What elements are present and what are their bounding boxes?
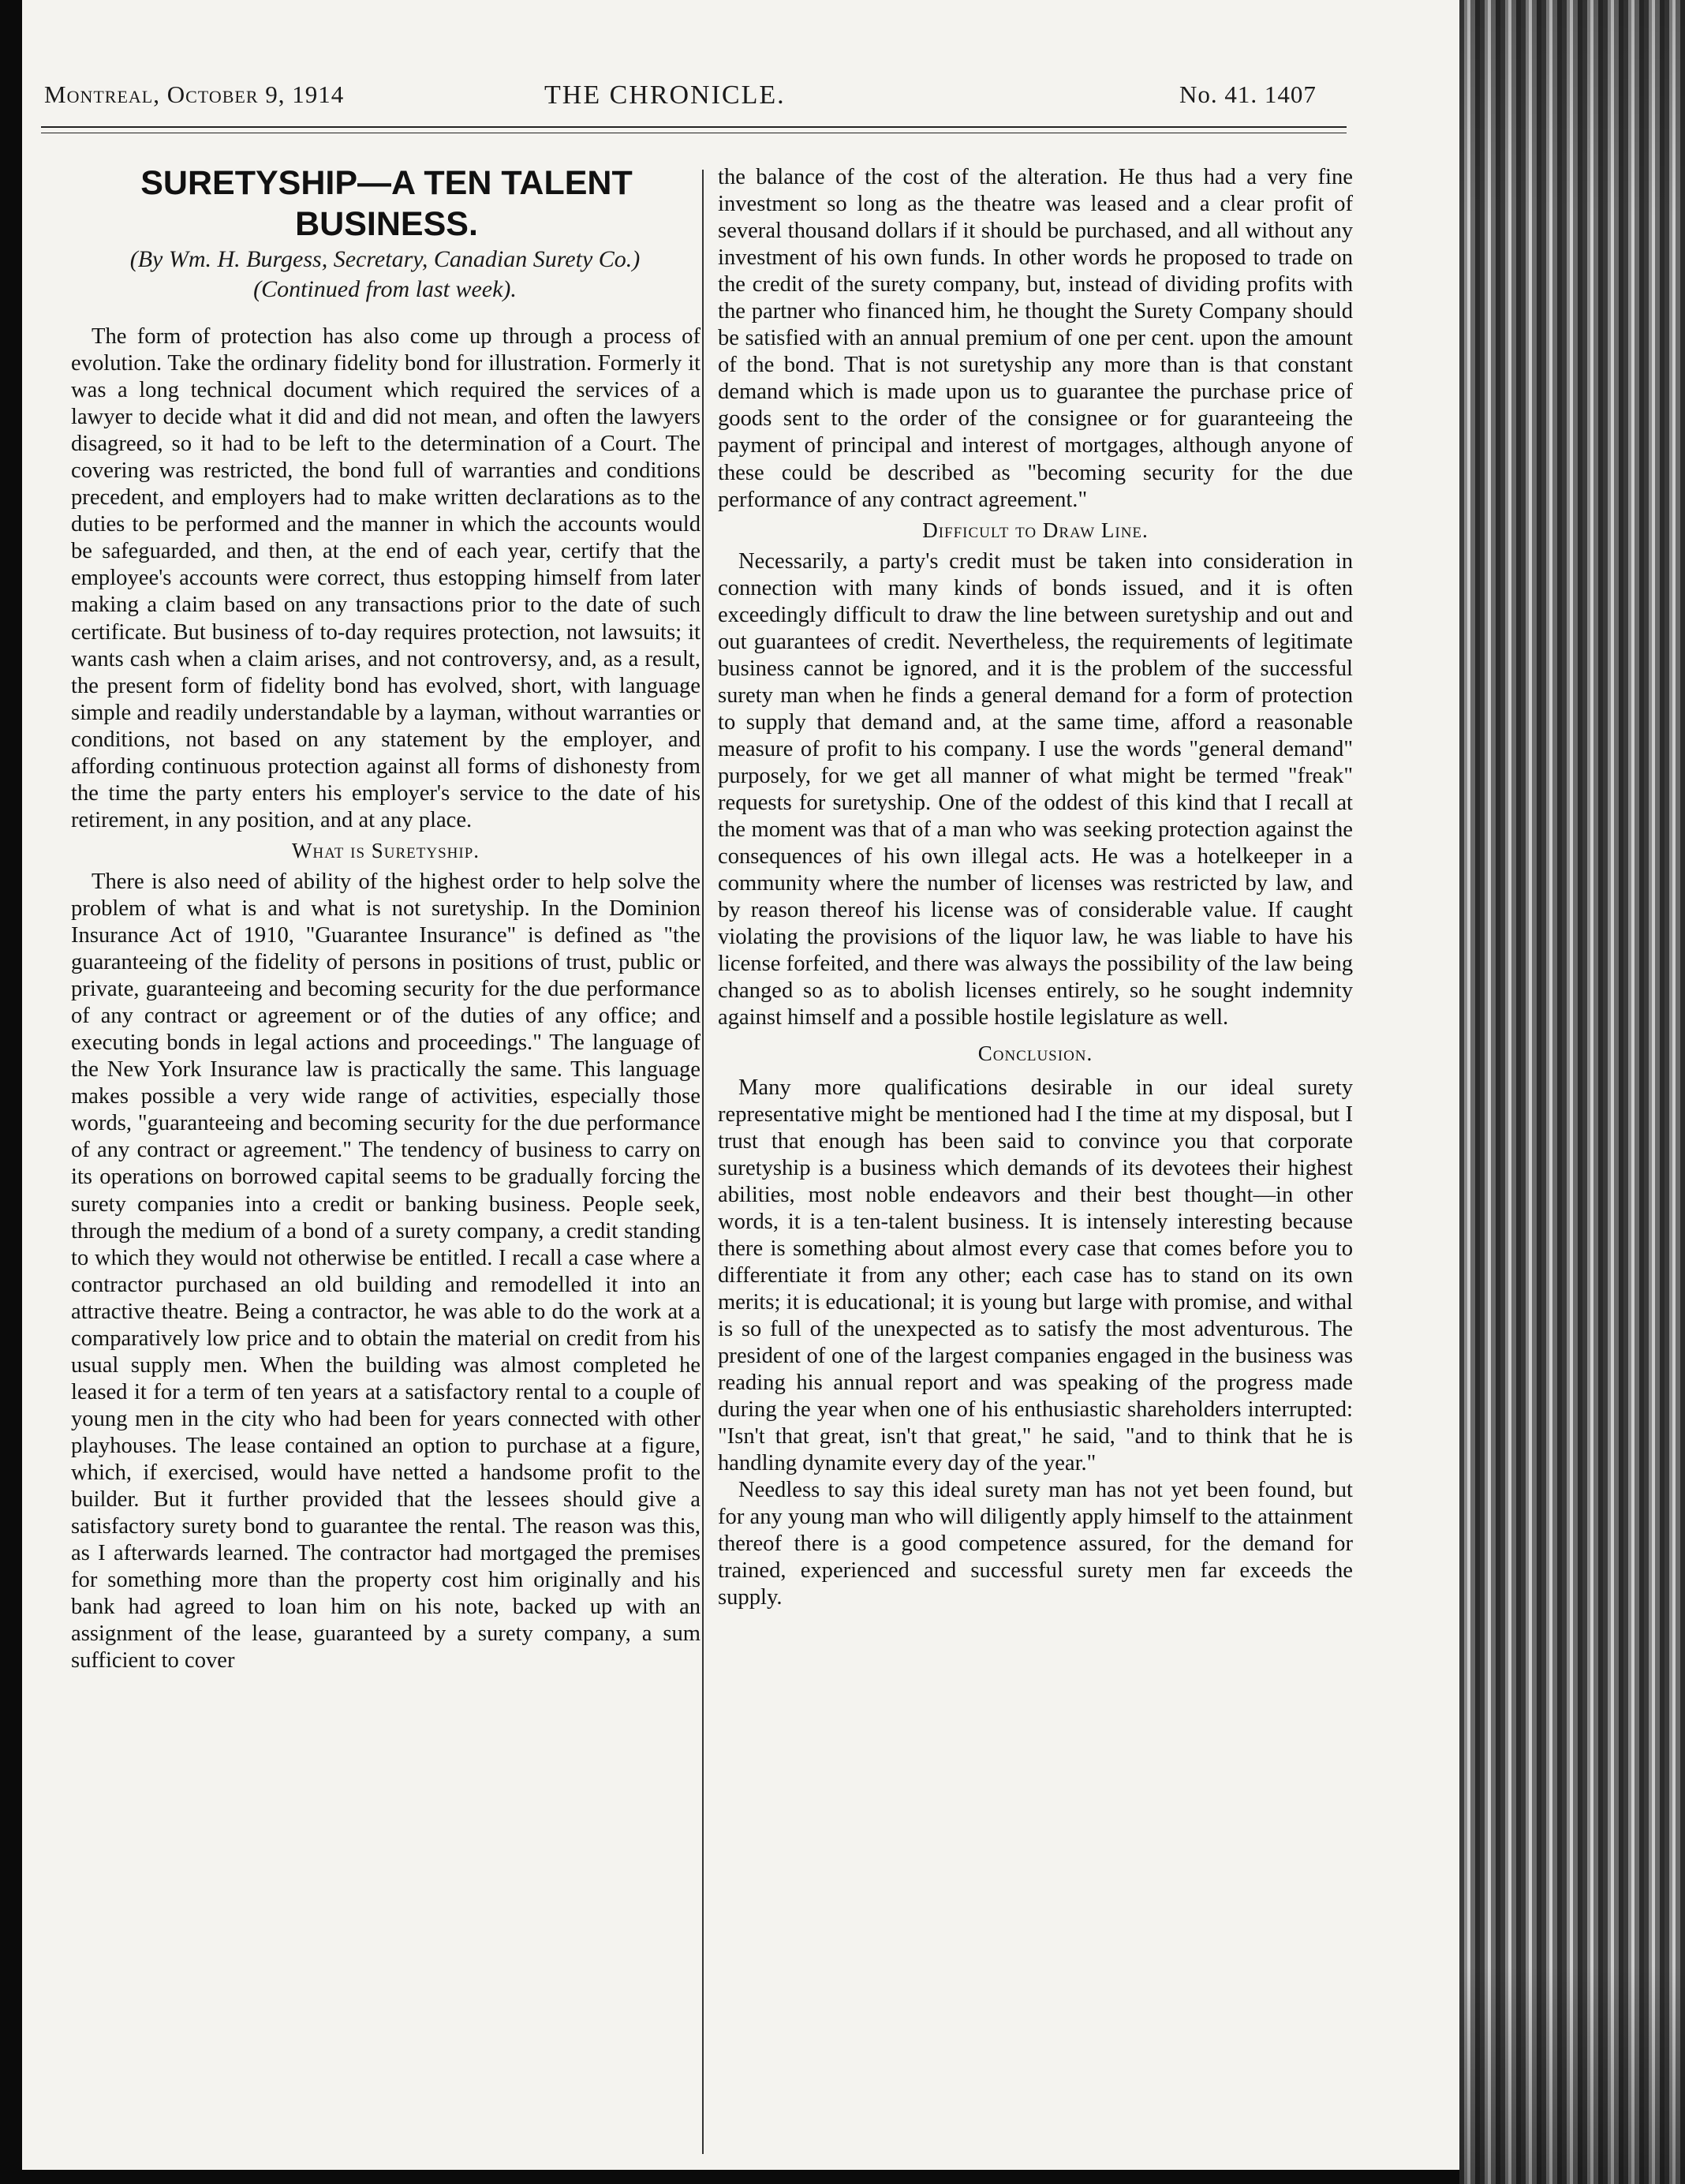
column-right bbox=[718, 164, 1353, 1611]
paragraph-what-is-suretyship: There is also need of ability of the highest order to help solve the problem of what is and what is not suretyship. In the Dominion Insurance Act of 1910, "Guarantee Insurance" is defined as "the guaranteeing of the fidelity of persons in positions of trust, public or private, guaranteeing and becoming security for the due performance of any contract or agreement or of the duties of any office; and executing bonds in legal actions and proceedings." The language of the New York Insurance law is practically the same. This language makes possible a very wide range of activities, especially those words, "guaranteeing and becoming security for the due performance of any contract or agreement." The tendency of business to carry on its operations on borrowed capital seems to be gradually forcing the surety companies into a credit or banking business. People seek, through the medium of a bond of a surety company, a credit standing to which they would not otherwise be entitled. I recall a case where a contractor purchased an old building and remodelled it into an attractive theatre. Being a contractor, he was able to do the work at a comparatively low price and to obtain the material on credit from his usual supply men. When the building was almost completed he leased it for a term of ten years at a satisfactory rental to a couple of young men in the city who had been for years connected with other playhouses. The lease contained an option to purchase at a figure, which, if exercised, would have netted a handsome profit to the builder. But it further provided that the lessees should give a satisfactory surety bond to guarantee the rental. The reason was this, as I afterwards learned. The contractor had mortgaged the premises for something more than the property cost him originally and his bank had agreed to loan him on his note, backed up with an assignment of the lease, guaranteed by a surety company, a sum sufficient to cover bbox=[71, 869, 701, 1674]
subheading-conclusion: Conclusion. bbox=[977, 1041, 1093, 1065]
article-byline bbox=[69, 245, 701, 305]
running-head-number: No. 41. 1407 bbox=[1179, 80, 1317, 108]
paragraph-alteration: the balance of the cost of the alteration. He thus had a very fine investment so long as the theatre was leased and a clear profit of several thousand dollars if it should be purchased, and all without any investment of his own funds. In other words he proposed to trade on the credit of the surety company, but, instead of dividing profits with the partner who financed him, he thought the Surety Company should be satisfied with an annual premium of one per cent. upon the amount of the bond. That is not suretyship any more than is that constant demand which is made upon us to guarantee the purchase price of goods sent to the order of the consignee or for guaranteeing the payment of principal and interest of mortgages, although anyone of these could be described as "becoming security for the due performance of any contract agreement." bbox=[718, 165, 1353, 512]
subheading-difficult-to-draw-line: Difficult to Draw Line. bbox=[922, 518, 1149, 542]
paragraph-closing: Needless to say this ideal surety man has not yet been found, but for any young man who will diligently apply himself to the attainment thereof there is a good competence assured, for the demand for trained, experienced and successful surety men far exceeds the supply. bbox=[718, 1478, 1353, 1610]
byline-author: (By Wm. H. Burgess, Secretary, Canadian Surety Co.) bbox=[129, 246, 641, 272]
running-head-date: Montreal, October 9, 1914 bbox=[44, 80, 345, 108]
paragraph-conclusion: Many more qualifications desirable in our ideal surety representative might be mentioned had I the time at my disposal, but I trust that enough has been said to convince you that corporate suretyship is a business which demands of its devotees their highest abilities, most noble endeavors and their best thought—in other words, it is a ten-talent business. It is intensely interesting because there is something about almost every case that comes before you to differentiate it from any other; each case has to stand on its own merits; it is educational; it is young but large with promise, and withal is so full of the unexpected as to satisfy the most adventurous. The president of one of the largest companies engaged in the business was reading his annual report and was speaking of the progress made during the year when one of his enthusiastic shareholders interrupted: "Isn't that great, isn't that great," he said, "and to think that he is handling dynamite every day of the year." bbox=[718, 1075, 1353, 1476]
byline-continued: (Continued from last week). bbox=[253, 276, 517, 302]
article-title: SURETYSHIP—A TEN TALENT BUSINESS. bbox=[140, 164, 633, 243]
column-divider bbox=[702, 170, 704, 2154]
paragraph-evolution: The form of protection has also come up through a process of evolution. Take the ordinary fidelity bond for illustration. Formerly it was a long technical document which required the services of a lawyer to decide what it did and did not mean, and often the lawyers disagreed, so it had to be left to the determination of a Court. The covering was restricted, the bond full of warranties and conditions precedent, and employers had to make written declarations as to the duties to be performed and the manner in which the accounts would be safeguarded, and then, at the end of each year, certify that the employee's accounts were correct, thus estopping himself from later making a claim based on any transactions prior to the date of such certificate. But business of to-day requires protection, not lawsuits; it wants cash when a claim arises, and not controversy, and, as a result, the present form of fidelity bond has evolved, short, with language simple and readily understandable by a layman, without warranties or conditions, not based on any statement by the employer, and affording continuous protection against all forms of dishonesty from the time the party enters his employer's service to the date of his retirement, in any position, and at any place. bbox=[71, 324, 701, 832]
column-left bbox=[71, 323, 701, 1674]
paragraph-difficult-to-draw-line: Necessarily, a party's credit must be taken into consideration in connection with many kinds of bonds issued, and it is often exceedingly difficult to draw the line between suretyship and out and out guarantees of credit. Nevertheless, the requirements of legitimate business cannot be ignored, and it is the problem of the successful surety man when he finds a general demand for a form of protection to supply that demand and, at the same time, afford a reasonable measure of profit to his company. I use the words "general demand" purposely, for we get all manner of what might be termed "freak" requests for suretyship. One of the oddest of this kind that I recall at the moment was that of a man who was seeking protection against the consequences of his own illegal acts. He was a hotelkeeper in a community where the number of licenses was restricted by law, and by reason thereof his license was of considerable value. If caught violating the provisions of the liquor law, he was liable to have his license forfeited, and there was always the possibility of the law being changed so as to abolish licenses entirely, so he sought indemnity against himself and a possible hostile legislature as well. bbox=[718, 548, 1353, 1030]
running-head-title: THE CHRONICLE. bbox=[544, 80, 786, 110]
book-page-edges bbox=[1459, 0, 1685, 2184]
header-rule-top bbox=[41, 126, 1347, 128]
subheading-what-is-suretyship: What is Suretyship. bbox=[291, 838, 480, 862]
